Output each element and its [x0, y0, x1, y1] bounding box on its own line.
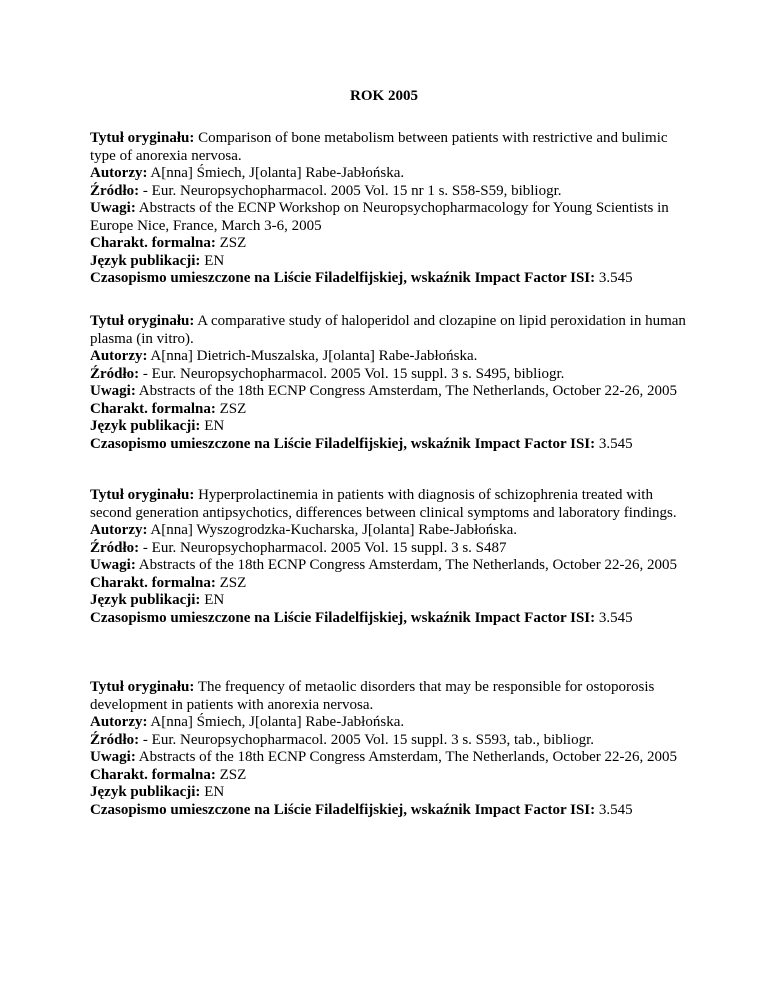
record-source: - Eur. Neuropsychopharmacol. 2005 Vol. 15 nr 1 s. S58-S59, bibliogr. [142, 182, 562, 199]
record-language-line [90, 592, 690, 610]
record-authors-line [90, 348, 690, 366]
authors-label: Autorzy: [90, 522, 148, 538]
record-notes: Abstracts of the 18th ECNP Congress Amsterdam, The Netherlands, October 22-26, 2005 [138, 749, 678, 765]
record-language-line [90, 418, 690, 436]
record-notes-line [90, 557, 690, 575]
record-impact-factor: 3.545 [598, 270, 633, 286]
record-authors-line [90, 165, 690, 183]
record-title-line [90, 313, 690, 348]
notes-label: Uwagi: [90, 557, 136, 573]
record-authors: A[nna] Śmiech, J[olanta] Rabe-Jabłońska. [150, 165, 405, 181]
title-label: Tytuł oryginału: [90, 313, 195, 329]
record-source: - Eur. Neuropsychopharmacol. 2005 Vol. 15 suppl. 3 s. S487 [142, 539, 507, 556]
record-language: EN [204, 592, 225, 608]
record-impact-line [90, 802, 690, 820]
record-notes: Abstracts of the ECNP Workshop on Neuropsychopharmacology for Young Scientists in Europe Nice, France, March 3-6, 2005 [90, 200, 669, 234]
record-impact-line [90, 610, 690, 628]
form-label: Charakt. formalna: [90, 574, 216, 591]
language-label: Język publikacji: [90, 418, 201, 434]
journal-list-label: Czasopismo umieszczone na Liście Filadelfijskiej, wskaźnik Impact Factor ISI: [90, 801, 596, 818]
record-form: ZSZ [219, 766, 247, 783]
record-notes-line [90, 383, 690, 401]
record-impact-line [90, 270, 690, 288]
record-form-line [90, 767, 690, 785]
record-source-line [90, 183, 690, 201]
language-label: Język publikacji: [90, 592, 201, 608]
language-label: Język publikacji: [90, 784, 201, 800]
record-notes: Abstracts of the 18th ECNP Congress Amsterdam, The Netherlands, October 22-26, 2005 [138, 383, 678, 399]
record-language: EN [204, 784, 225, 800]
form-label: Charakt. formalna: [90, 400, 216, 417]
source-label: Źródło: [90, 539, 140, 556]
notes-label: Uwagi: [90, 383, 136, 399]
record-impact-line [90, 436, 690, 454]
authors-label: Autorzy: [90, 714, 148, 730]
record-form-line [90, 235, 690, 253]
record-authors: A[nna] Wyszogrodzka-Kucharska, J[olanta] Rabe-Jabłońska. [150, 522, 518, 538]
publication-record [90, 487, 690, 627]
record-source-line [90, 540, 690, 558]
record-title: The frequency of metaolic disorders that may be responsible for ostoporosis development in patients with anorexia nervosa. [90, 679, 655, 713]
title-label: Tytuł oryginału: [90, 130, 195, 146]
notes-label: Uwagi: [90, 749, 136, 765]
journal-list-label: Czasopismo umieszczone na Liście Filadelfijskiej, wskaźnik Impact Factor ISI: [90, 435, 596, 452]
authors-label: Autorzy: [90, 348, 148, 364]
record-notes: Abstracts of the 18th ECNP Congress Amsterdam, The Netherlands, October 22-26, 2005 [138, 557, 678, 573]
record-language: EN [204, 252, 225, 269]
record-source: - Eur. Neuropsychopharmacol. 2005 Vol. 15 suppl. 3 s. S495, bibliogr. [142, 365, 565, 382]
source-label: Źródło: [90, 182, 140, 199]
journal-list-label: Czasopismo umieszczone na Liście Filadelfijskiej, wskaźnik Impact Factor ISI: [90, 270, 596, 286]
form-label: Charakt. formalna: [90, 766, 216, 783]
record-source-line [90, 732, 690, 750]
record-authors: A[nna] Śmiech, J[olanta] Rabe-Jabłońska. [150, 714, 405, 730]
record-title: Comparison of bone metabolism between patients with restrictive and bulimic type of anorexia nervosa. [90, 130, 668, 164]
record-title-line [90, 679, 690, 714]
record-language: EN [204, 418, 225, 434]
language-label: Język publikacji: [90, 252, 201, 269]
authors-label: Autorzy: [90, 165, 148, 181]
journal-list-label: Czasopismo umieszczone na Liście Filadelfijskiej, wskaźnik Impact Factor ISI: [90, 609, 596, 626]
record-title: Hyperprolactinemia in patients with diagnosis of schizophrenia treated with second generation antipsychotics, differences between clinical symptoms and laboratory findings. [90, 487, 677, 521]
page-title: ROK 2005 [350, 88, 418, 104]
record-title: A comparative study of haloperidol and clozapine on lipid peroxidation in human plasma (in vitro). [90, 313, 686, 347]
record-impact-factor: 3.545 [598, 609, 633, 626]
record-notes-line [90, 200, 690, 235]
record-impact-factor: 3.545 [598, 801, 633, 818]
record-form-line [90, 401, 690, 419]
record-authors: A[nna] Dietrich-Muszalska, J[olanta] Rabe-Jabłońska. [150, 348, 478, 364]
form-label: Charakt. formalna: [90, 235, 216, 251]
source-label: Źródło: [90, 365, 140, 382]
record-source-line [90, 366, 690, 384]
title-label: Tytuł oryginału: [90, 487, 195, 503]
record-title-line [90, 487, 690, 522]
publication-record [90, 130, 690, 288]
record-title-line [90, 130, 690, 165]
record-impact-factor: 3.545 [598, 435, 633, 452]
notes-label: Uwagi: [90, 200, 136, 216]
publication-record [90, 679, 690, 819]
record-authors-line [90, 522, 690, 540]
record-language-line [90, 784, 690, 802]
record-authors-line [90, 714, 690, 732]
record-language-line [90, 253, 690, 271]
record-notes-line [90, 749, 690, 767]
title-label: Tytuł oryginału: [90, 679, 195, 695]
record-form: ZSZ [219, 235, 247, 251]
record-source: - Eur. Neuropsychopharmacol. 2005 Vol. 15 suppl. 3 s. S593, tab., bibliogr. [142, 731, 595, 748]
record-form: ZSZ [219, 574, 247, 591]
record-form-line [90, 575, 690, 593]
publication-record [90, 313, 690, 453]
source-label: Źródło: [90, 731, 140, 748]
record-form: ZSZ [219, 400, 247, 417]
